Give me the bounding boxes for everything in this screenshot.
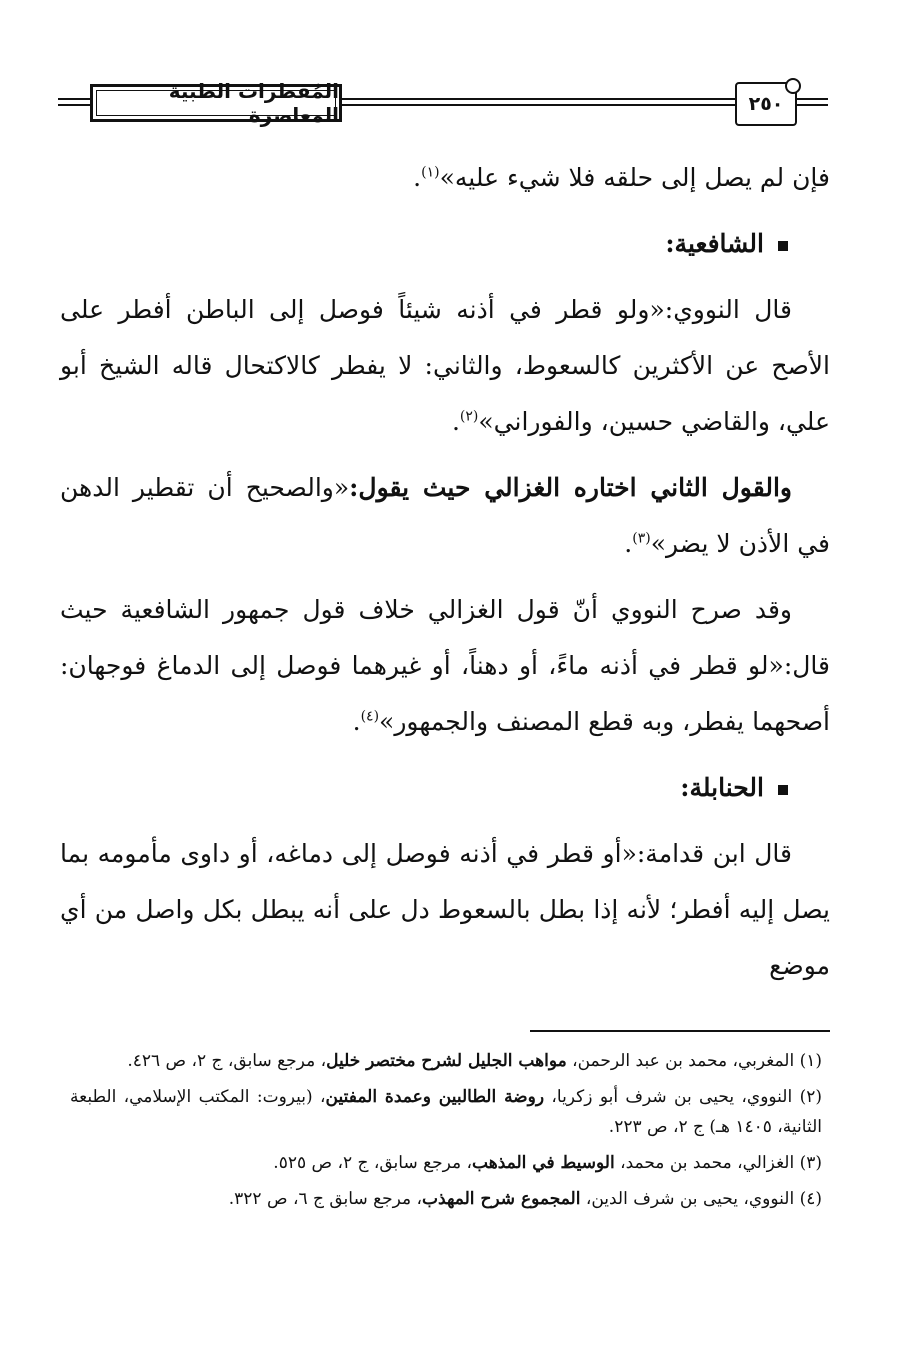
footnote-number: (٣)	[799, 1153, 822, 1173]
paragraph-3-text: «والصحيح أن تقطير الدهن في الأذن لا يضر»	[60, 473, 830, 558]
section-heading-shafii-text: الشافعية:	[665, 229, 764, 258]
page-number-scroll	[735, 82, 797, 126]
square-bullet-icon	[778, 785, 788, 795]
footnote-details: ، مرجع سابق، ج ٢، ص ٤٢٦.	[127, 1051, 327, 1071]
square-bullet-icon	[778, 241, 788, 251]
footnote-author: الغزالي، محمد بن محمد،	[614, 1153, 795, 1173]
paragraph-4-text: وقد صرح النووي أنّ قول الغزالي خلاف قول جمهور الشافعية حيث قال:«لو قطر في أذنه ماءً، أو دهناً، أو غيرهما فوصل إلى الدماغ فوجهان: أصحهما يفطر، وبه قطع المصنف والجمهور»	[60, 595, 830, 736]
footnote-4	[70, 1184, 822, 1214]
paragraph-5-text: قال ابن قدامة:«أو قطر في أذنه فوصل إلى دماغه، أو داوى مأمومه بما يصل إليه أفطر؛ لأنه إذا بطل بالسعوط دل على أنه يبطل بكل واصل من أي موضع	[60, 839, 830, 980]
footnote-book-title: المجموع شرح المهذب	[422, 1189, 581, 1209]
footnote-author: النووي، يحيى بن شرف أبو زكريا،	[544, 1087, 793, 1107]
header-rule-right-2	[797, 104, 828, 106]
paragraph-4: وقد صرح النووي أنّ قول الغزالي خلاف قول جمهور الشافعية حيث قال:«لو قطر في أذنه ماءً، أو دهناً، أو غيرهما فوصل إلى الدماغ فوجهان: أصحهما يفطر، وبه قطع المصنف والجمهور»$^{(٤)}$.	[60, 595, 830, 736]
paragraph-1-text: فإن لم يصل إلى حلقه فلا شيء عليه»	[439, 163, 830, 192]
footnote-ref-3[interactable]: (٣)	[632, 530, 651, 547]
footnote-number: (٤)	[799, 1189, 822, 1209]
section-heading-hanbali	[60, 760, 830, 816]
footnote-number: (٢)	[799, 1087, 822, 1107]
book-title: المُفطرات الطبية المعاصرة	[168, 79, 339, 127]
header-rule-left-2	[58, 104, 90, 106]
footnote-details: ، (بيروت: المكتب الإسلامي، الطبعة الثانية، ١٤٠٥ هـ) ج ٢، ص ٢٢٣.	[70, 1087, 822, 1137]
header-rule-middle-2	[342, 104, 735, 106]
footnote-author: النووي، يحيى بن شرف الدين،	[580, 1189, 795, 1209]
footnote-ref-1[interactable]: (١)	[421, 164, 440, 181]
paragraph-3: والقول الثاني اختاره الغزالي حيث يقول:«والصحيح أن تقطير الدهن في الأذن لا يضر»$^{(٣)}$.	[60, 473, 830, 558]
header-rule-middle	[342, 98, 735, 100]
paragraph-1: فإن لم يصل إلى حلقه فلا شيء عليه»$^{(١)}$.	[413, 163, 830, 192]
footnote-ref-2[interactable]: (٢)	[459, 408, 479, 425]
section-heading-hanbali-text: الحنابلة:	[680, 773, 764, 802]
main-text	[60, 150, 830, 1004]
footnote-book-title: مواهب الجليل لشرح مختصر خليل	[326, 1051, 567, 1071]
paragraph-5	[60, 826, 830, 994]
footnote-details: ، مرجع سابق ج ٦، ص ٣٢٢.	[228, 1189, 423, 1209]
book-title-frame	[90, 79, 342, 127]
footnote-author: المغربي، محمد بن عبد الرحمن،	[566, 1051, 795, 1071]
footnote-3	[70, 1148, 822, 1178]
footnote-1	[70, 1046, 822, 1076]
header-rule-right	[797, 98, 828, 100]
paragraph-3-lead: والقول الثاني اختاره الغزالي حيث يقول:	[349, 473, 792, 502]
footnotes	[70, 1046, 822, 1220]
footnote-ref-4[interactable]: (٤)	[360, 708, 380, 725]
scroll-curl-icon	[785, 78, 801, 94]
page-number: ٢٥٠	[748, 93, 784, 115]
section-heading-shafii	[60, 216, 830, 272]
header-rule-left	[58, 98, 90, 100]
footnote-2	[70, 1082, 822, 1142]
footnote-details: ، مرجع سابق، ج ٢، ص ٥٢٥.	[273, 1153, 473, 1173]
footnote-separator	[530, 1030, 830, 1032]
footnote-book-title: روضة الطالبين وعمدة المفتين	[325, 1087, 545, 1107]
paragraph-2-text: قال النووي:«ولو قطر في أذنه شيئاً فوصل إلى الباطن أفطر على الأصح عن الأكثرين كالسعوط، والثاني: لا يفطر كالاكتحال قاله الشيخ أبو علي، والقاضي حسين، والفوراني»	[60, 295, 830, 436]
footnote-book-title: الوسيط في المذهب	[472, 1153, 615, 1173]
paragraph-2: قال النووي:«ولو قطر في أذنه شيئاً فوصل إلى الباطن أفطر على الأصح عن الأكثرين كالسعوط، والثاني: لا يفطر كالاكتحال قاله الشيخ أبو علي، والقاضي حسين، والفوراني»$^{(٢)}$.	[60, 295, 830, 436]
footnote-number: (١)	[799, 1051, 822, 1071]
